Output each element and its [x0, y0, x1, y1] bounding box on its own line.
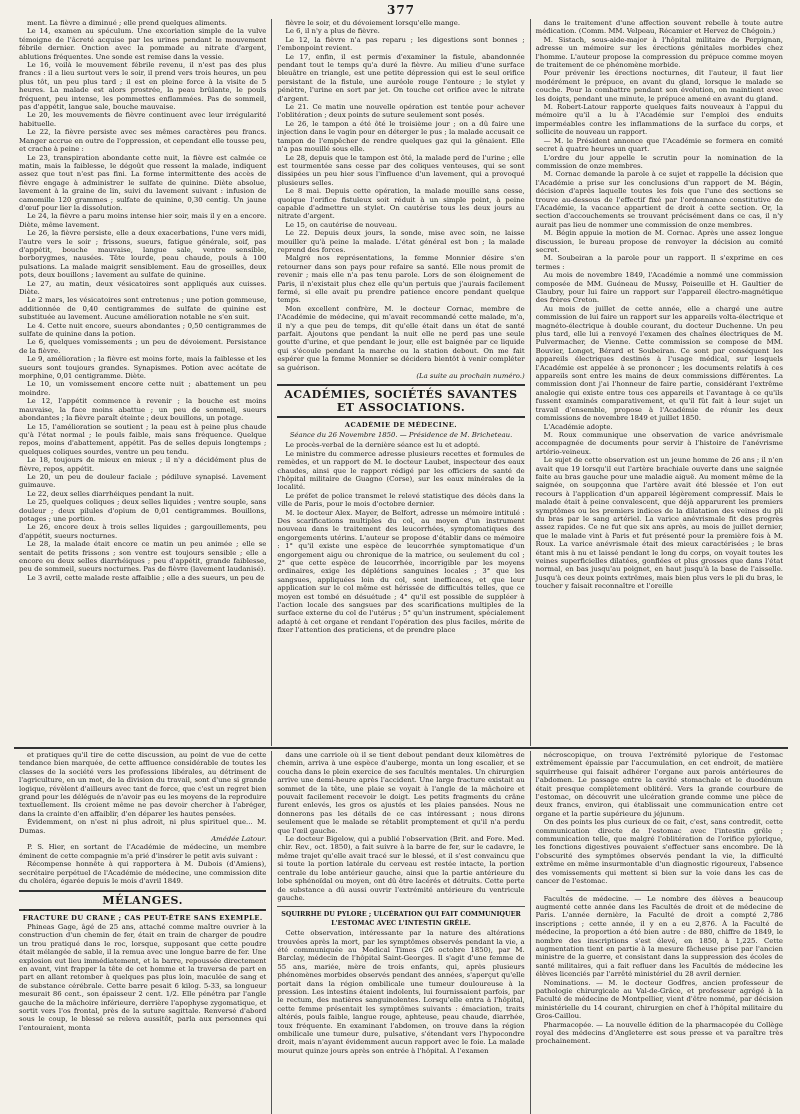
paragraph: Le ministre du commerce adresse plusieurs recettes et formules de remèdes, et un rapport de M. le docteur Laubet, inspecteur des eaux chaudes, ainsi que le rapport rédigé par les officiers de santé de l'hôpital militaire de Guagno (Corse), sur les eaux minérales de la localité. — [277, 449, 525, 492]
fracture-continued: dans une carriole où il se tient debout pendant deux kilomètres de chemin, arriva à une espèce d'auberge, monta un long escalier, et se coucha dans le plein exercice de ses facultés mentales. Un chirurgien arrive une demi-heure après l'accident. Une large fracture existait au sommet de la tête, une plaie se voyait à l'angle de la mâchoire et pouvait facilement recevoir le doigt. Les petits fragments du crâne furent enlevés, les gros os ajustés et les plaies pansées. Nous ne donnerons pas les détails de ce cas intéressant ; nous dirons seulement que le malade se rétablit promptement et qu'il n'a perdu que l'œil gauche. — [277, 751, 525, 835]
paragraph: Le 12, la fièvre n'a pas reparu ; les digestions sont bonnes ; l'embonpoint revient. — [277, 35, 525, 53]
bigelow-text: Le docteur Bigelow, qui a publié l'observation (Brit. and Fore. Med. chir. Rev., oct. 1850), a fait suivre à la barre de fer, sur le cadavre, le même trajet qu'elle avait tracé sur le blessé, et il s'est convaincu que si toute la portion latérale du cerveau est restée intacte, la portion centrale du lobe antérieur gauche, ainsi que la partie antérieure du lobe sphénoïdal ou moyen, ont dû être lacérés et détruits. Cette perte de substance a dû aussi ouvrir l'extrémité antérieure du ventricule gauche. — [277, 835, 525, 902]
paragraph: Au mois de novembre 1849, l'Académie a nommé une commission composée de MM. Guéneau de Mussy, Poiseuille et H. Gaultier de Claubry, pour lui faire un rapport sur l'appareil électro-magnétique des frères Creton. — [535, 271, 783, 305]
paragraph: Le 26, la fièvre persiste, elle a deux exacerbations, l'une vers midi, l'autre vers le soir ; frissons, sueurs, fatigue générale, soif, pas d'appétit, bouche mauvaise, langue sale, ventre sensible, borborygmes, nausées. Tête lourde, peau chaude, pouls à 100 pulsations. La malade maigrit sensiblement. Eau de groseilles, deux pots, deux bouillons ; lavement au sulfate de quinine. — [19, 229, 267, 280]
paragraph: Le 9, amélioration ; la fièvre est moins forte, mais la faiblesse et les sueurs sont toujours grandes. Synapismes. Potion avec acétate de morphine, 0,01 centigramme. Diète. — [19, 355, 267, 381]
paragraph: fièvre le soir, et du dévoiement lorsqu'elle mange. — [285, 19, 461, 27]
pharmacopee-text: Pharmacopée. — La nouvelle édition de la pharmacopée du Collège royal des médecins d'Angleterre est sous presse et va paraître très prochainement. — [535, 1020, 783, 1046]
session-line: Séance du 26 Novembre 1850. — Présidence de M. Bricheteau. — [289, 430, 513, 439]
paragraph: Le 20, un peu de douleur faciale ; pédiluve synapisé. Lavement guimauve. — [19, 472, 267, 490]
paragraph: Le 3 avril, cette malade reste affaiblie ; elle a des sueurs, un peu de — [27, 573, 265, 582]
paragraph: Le 18, toujours de mieux en mieux ; il n'y a décidément plus de fièvre, repos, appétit. — [19, 456, 267, 473]
paragraph: — M. le Président annonce que l'Académie se formera en comité secret à quatre heures un quart. — [535, 136, 783, 154]
fracture-title: FRACTURE DU CRANE ; CAS PEUT-ÊTRE SANS EXEMPLE. — [22, 913, 263, 922]
paragraph: Le 26, le tampon a été ôté le troisième jour ; on a dû faire une injection dans le vagin pour en déterger le pus ; la malade accusait ce tampon de l'empêcher de rendre quelques gaz qui la gênaient. Elle n'a pas mouillé sous elle. — [277, 119, 525, 154]
academy-title: ACADÉMIE DE MÉDECINE. — [344, 421, 458, 430]
bottom-band — [14, 751, 788, 1114]
paragraph: Le 15, l'amélioration se soutient ; la peau est à peine plus chaude qu'à l'état normal ; le pouls faible, mais sans fréquence. Quelque repos, moins d'abattement, appétit. Pas de selles depuis longtemps ; quelques coliques sourdes, ventre un peu tendu. — [19, 422, 267, 456]
paragraph: Le 17, enfin, il est permis d'examiner la fistule, abandonnée pendant tout le temps qu'a duré la fièvre. Au milieu d'une surface bleuâtre en triangle, est une petite dépression qui est le seul orifice persistant de la fistule, une auréole rouge l'entoure ; le stylet y pénètre, l'urine en sort par jet. On touche cet orifice avec le nitrate d'argent. — [277, 52, 525, 103]
paragraph: L'Académie adopte. — [543, 422, 613, 431]
paragraph: Le 28, depuis que le tampon est ôté, la malade perd de l'urine ; elle est tourmentée sans cesse par des coliques venteuses, qui se sont dissipées un peu hier sous l'influence d'un lavement, qui a provoqué plusieurs selles. — [277, 153, 525, 187]
paragraph: M. Sistach, sous-aide-major à l'hôpital militaire de Perpignan, adresse un mémoire sur les érections génitales morbides chez l'homme. L'auteur propose la compression du prépuce comme moyen de traitement de ce phénomène morbide. — [535, 35, 783, 70]
paragraph: Le 6, il n'y a plus de fièvre. — [285, 27, 380, 36]
paragraph: Le 27, au matin, deux vésicatoires sont appliqués aux cuisses. Diète. — [19, 279, 267, 296]
paragraph: Évidemment, on n'est ni plus adroit, ni plus spirituel que... M. Dumas. — [19, 818, 267, 835]
paragraph: Pour prévenir les érections nocturnes, dit l'auteur, il faut lier modérément le prépuce, en avant du gland, lorsque le malade se couche. Pour la combattre pendant son évolution, on maintient avec les doigts, pendant une minute, le prépuce amené en avant du gland. — [535, 69, 783, 103]
bottom-column-2 — [271, 751, 529, 1114]
paragraph: Le 2 mars, les vésicatoires sont entretenus ; une potion gommeuse, additionnée de 0,40 centigrammes de sulfate de quinine est substituée au lavement. Aucune amélioration notable ne s'en suit. — [19, 296, 267, 322]
paragraph: M. Robert-Latour rapporte quelques faits nouveaux à l'appui du mémoire qu'il a lu à l'Académie sur l'emploi des enduits imperméables contre les inflammations de la surface du corps, et sollicite de nouveau un rapport. — [535, 103, 783, 137]
paragraph: Au mois de juillet de cette année, elle a chargé une autre commission de lui faire un rapport sur les appareils volta-électrique et magnéto-électrique à double courant, du docteur Duchenne. Un peu plus tard, elle lui a renvoyé l'examen des chaînes électriques de M. Pulvermacher, de Vienne. Cette commission se compose de MM. Bouvier, Longet, Bérard et Soubeiran. Ce sont par conséquent les appareils électriques destinés à l'usage médical, sur lesquels l'Académie est appelée à se prononcer ; les documents relatifs à ces appareils sont entre les mains de deux commissions différentes. La commission dont j'ai l'honneur de faire partie, considérant l'extrême analogie qui existe entre tous ces appareils et l'avantage à ce qu'ils fussent examinés comparativement, et qu'il fût fait à leur sujet un travail d'ensemble, propose à l'Académie de réunir les deux commissions de novembre 1849 et juillet 1850. — [535, 304, 783, 423]
necroscopy-text: nécroscopique, on trouva l'extrémité pylorique de l'estomac extrêmement épaissie par l'accumulation, en cet endroit, de matière squirrheuse qui faisait adhérer l'organe aux parois antérieures de l'abdomen. Le passage entre la cavité stomachale et le duodénum était presque complètement oblitéré. Vers la grande courbure de l'estomac, on découvrit une ulcération grande comme une pièce de deux francs, environ, qui établissait une communication entre cet organe et la partie supérieure du jéjunum. — [535, 751, 783, 818]
paragraph: Mon excellent confrère, M. le docteur Cornac, membre de l'Académie de médecine, qui m'avait recommandé cette malade, m'a, il n'y a que peu de temps, dit qu'elle était dans un état de santé parfait. Ajoutons que pendant la nuit elle ne perd pas une seule goutte d'urine, et que pendant le jour, elle est baignée par ce liquide qui s'écoule pendant la marche ou la station debout. On me fait espérer que la femme Monnier se décidera bientôt à venir compléter sa guérison. — [277, 304, 525, 372]
notice: Récompense honnête à qui rapportera à M. Dubois (d'Amiens), secrétaire perpétuel de l'Académie de médecine, une commission dite du choléra, égarée depuis le mois d'avril 1849. — [19, 860, 267, 886]
paragraph: Le 22. Depuis deux jours, la sonde, mise avec soin, ne laisse mouiller qu'à peine la malade. L'état général est bon ; la malade reprend des forces. — [277, 229, 525, 254]
paragraph: Le sujet de cette observation est un jeune homme de 26 ans ; il n'en avait que 19 lorsqu'il eut l'artère brachiale ouverte dans une saignée faite au bras gauche pour une maladie aiguë. Au moment même de la saignée, on soupçonna que l'artère avait été blessée et l'on eut recours à l'application d'un appareil légèrement compressif. Mais le malade était à peine convalescent, que déjà apparurent les premiers symptômes ou les premiers indices de la dilatation des veines du pli du bras par le sang artériel. La varice anévrismale fit des progrès assez rapides. Ce ne fut que six ans après, au mois de juillet dernier, que le malade vint à Paris et fut présenté pour la première fois à M. Roux. La varice anévrismale était des mieux caractérisées ; le bras étant mis à nu et laissé pendant le long du corps, on voyait toutes les veines superficielles dilatées, gonflées et plus grosses que dans l'état normal, en bas jusqu'au poignet, en haut jusqu'à la base de l'aisselle. Jusqu'à ces deux points extrêmes, mais bien plus vers le pli du bras, le toucher y faisait reconnaître et l'oreille — [535, 456, 783, 591]
paragraph: Le 26, encore deux à trois selles liquides ; gargouillements, peu d'appétit, sueurs nocturnes. — [19, 523, 267, 540]
facultes-text: Facultés de médecine. — Le nombre des élèves a beaucoup augmenté cette année dans les Facultés de droit et de médecine de Paris. L'année dernière, la Faculté de droit a compté 2,786 inscriptions ; cette année, il y en a eu 2,876. À la Faculté de médecine, la proportion a été bien autre : de 880, chiffre de 1849, le nombre des inscriptions s'est élevé, en 1850, à 1,225. Cette augmentation tient en partie à la mesure fâcheuse prise par l'ancien ministre de la guerre, et consistant dans la suppression des écoles de santé militaires, qui a fait refluer dans les Facultés de médecine les élèves licenciés par l'arrêté ministériel du 28 avril dernier. — [535, 894, 783, 979]
paragraph: ment. La fièvre a diminué ; elle prend quelques aliments. — [27, 19, 227, 27]
paragraph: Le 16, voilà le mouvement fébrile revenu, il n'est pas des plus francs : il a lieu surtout vers le soir, il prend vers trois heures, un peu plus tôt, un peu plus tard ; il est en pleine force à la visite de 5 heures. La malade est alors prostrée, la peau brûlante, le pouls fréquent, peu intense, les pommettes enflammées. Pas de sommeil, pas d'appétit, langue sale, bouche mauvaise. — [19, 61, 267, 112]
bottom-column-3 — [530, 751, 788, 1114]
paragraph: Le 22, deux selles diarrhéiques pendant la nuit. — [27, 489, 194, 498]
paragraph: M. Bégin appuie la motion de M. Cornac. Après une assez longue discussion, le bureau propose de renvoyer la décision au comité secret. — [535, 229, 783, 254]
paragraph: Le 12, l'appétit commence à revenir ; la bouche est moins mauvaise, la face moins abattue ; un peu de sommeil, sueurs abondantes ; la fièvre paraît éteinte ; deux bouillons, un potage. — [19, 397, 267, 423]
paragraph: M. le docteur Alex. Mayer, de Belfort, adresse un mémoire intitulé : Des scarifications multiples du col, au moyen d'un instrument nouveau dans le traitement des leucorrhées, symptomatiques des engorgements utérins. L'auteur se propose d'établir dans ce mémoire : 1° qu'il existe une espèce de leucorrhée symptomatique d'un engorgement aigu ou chronique de la matrice, ou seulement du col ; 2° que cette espèce de leucorrhée, incorrigible par les moyens ordinaires, exige les déplétions sanguines locales ; 3° que les sangsues, appliquées loin du col, sont inefficaces, et que leur application sur le col même est hérissée de difficultés telles, que ce moyen est tombé en désuétude ; 4° qu'il est possible de suppléer à l'action locale des sangsues par des scarifications multiples de la surface externe du col de l'utérus ; 5° qu'un instrument, spécialement adapté à cet organe et rendant l'opération des plus faciles, mérite de fixer l'attention des praticiens, et de prendre place — [277, 508, 525, 635]
paragraph: M. Soubeiran a la parole pour un rapport. Il s'exprime en ces termes : — [535, 254, 783, 271]
page-number: 377 — [386, 3, 416, 17]
top-column-2 — [271, 19, 529, 746]
paragraph: Le 24, la fièvre a paru moins intense hier soir, mais il y en a encore. Diète, même lavement. — [19, 212, 267, 229]
paragraph: Le 15, on cautérise de nouveau. — [285, 220, 398, 229]
paragraph: M. Cornac demande la parole à ce sujet et rappelle la décision que l'Académie a prise sur les conclusions d'un rapport de M. Bégin, décision d'après laquelle toutes les fois que l'une des sections se trouve au-dessous de l'effectif fixé par l'ordonnance constitutive de l'Académie, la vacance appartient de droit à cette section. Or, la section d'accouchements se trouvant précisément dans ce cas, il n'y aurait pas lieu de nommer une commission de onze membres. — [535, 170, 783, 229]
paragraph: Le 14, examen au spéculum. Une excoriation simple de la vulve témoigne de l'âcreté acquise par les urines pendant le mouvement fébrile dernier. Onction avec la pommade au nitrate d'argent, ablutions fréquentes. Une sonde est remise dans la vessie. — [19, 27, 267, 61]
commentary-text: On des points les plus curieux de ce fait, c'est, sans contredit, cette communication directe de l'estomac avec l'intestin grêle ; communication telle, que malgré l'oblitération de l'orifice pylorique, les fonctions digestives pouvaient s'effectuer sans encombre. De là l'obscurité des symptômes observés pendant la vie, la difficulté extrême en même insurmontable d'un diagnostic rigoureux, l'absence des vomissements qui mettent si bien sur la voie dans les cas de cancer de l'estomac. — [535, 818, 783, 886]
paragraph: Le 28, la malade était encore ce matin un peu animée ; elle se sentait de petits frissons ; son ventre est toujours sensible ; elle a encore eu deux selles diarrhéiques ; peu d'appétit, grande faiblesse, peu de sommeil, sueurs nocturnes. Pas de fièvre (lavement laudanisé). — [19, 540, 267, 574]
paragraph: Le 4. Cette nuit encore, sueurs abondantes ; 0,50 centigrammes de sulfate de quinine dans la potion. — [19, 321, 267, 339]
fracture-text: Phineas Gage, âgé de 25 ans, attaché comme maître ouvrier à la construction d'un chemin de fer, était en train de charger de poudre un trou pratiqué dans le roc, lorsque, supposant que cette poudre était mélangée de sable, il la remua avec une longue barre de fer. Une explosion eut lieu immédiatement, et la barre, repoussée directement en avant, vint frapper la tête de cet homme et la traversa de part en part en allant retomber à quelques pas plus loin, maculée de sang et de substance cérébrale. Cette barre pesait 6 kilog. 5-33, sa longueur mesurait 86 cent., son épaisseur 2 cent. 1/2. Elle pénétra par l'angle gauche de la mâchoire inférieure, derrière l'apophyse zygomatique, et sortit vers l'os frontal, près de la suture sagittale. Renversé d'abord sous le coup, le blessé se releva aussitôt, parla aux personnes qui l'entouraient, monta — [19, 922, 267, 1032]
paragraph: Le 20, les mouvements de fièvre continuent avec leur irrégularité habituelle. — [19, 111, 267, 128]
paragraph: dans le traitement d'une affection souvent rebelle à toute autre médication. (Comm. MM. Velpeau, Récamier et Hervez de Chégoin.) — [535, 19, 783, 36]
section-title: ACADÉMIES, SOCIÉTÉS SAVANTES ET ASSOCIATIONS. — [277, 384, 524, 418]
bottom-column-1 — [14, 751, 271, 1114]
paragraph: Le procès-verbal de la dernière séance est lu et adopté. — [285, 441, 481, 450]
paragraph: L'ordre du jour appelle le scrutin pour la nomination de la commission de onze membres. — [535, 153, 783, 170]
nominations-text: Nominations. — M. le docteur Godfres, ancien professeur de pathologie chirurgicale au Val-de-Grâce, et professeur agrégé à la Faculté de médecine de Montpellier, vient d'être nommé, par décision ministérielle du 14 courant, chirurgien en chef à l'hôpital militaire du Gros-Caillou. — [535, 978, 783, 1021]
separator — [566, 890, 753, 891]
paragraph: Le 10, un vomissement encore cette nuit ; abattement un peu moindre. — [19, 380, 267, 397]
paragraph: Le 23, transpiration abondante cette nuit, la fièvre est calmée ce matin, mais la faiblesse, le dégoût que ressent la malade, indiquent assez que tout n'est pas fini. La forme intermittente des accès de fièvre engage à administrer le sulfate de quinine. Diète absolue, lavement à la graine de lin, suivi du lavement suivant : infusion de camomille 120 grammes ; sulfate de quinine, 0,30 centig. Un jaune d'œuf pour lier la dissolution. — [19, 153, 267, 212]
squirrhe-title: SQUIRRHE DU PYLORE ; ULCÉRATION QUI FAIT COMMUNIQUER L'ESTOMAC AVEC L'INTESTIN GRÊLE. — [277, 906, 524, 927]
melanges-title: MÉLANGES. — [19, 890, 266, 911]
paragraph: Malgré nos représentations, la femme Monnier désire s'en retourner dans son pays pour refaire sa santé. Elle nous promit de revenir ; mais elle n'a pas tenu parole. Lors de son éloignement de Paris, il n'existait plus chez elle qu'un pertuis que j'aurais facilement fermé, si elle avait pu prendre patience encore pendant quelque temps. — [277, 254, 525, 305]
paragraph: et pratiques qu'il tire de cette discussion, au point de vue de cette tendance bien marquée, de cette affluence considérable de toutes les classes de la société vers les professions libérales, au détriment de l'agriculture, en un mot, de la division du travail, sont d'une si grande logique, révèlent d'ailleurs avec tant de force, que c'est un regret bien grand pour les délégués de n'avoir pas eu les moyens de la reproduire textuellement. Ils croient même ne pas devoir chercher à l'abréger, dans la crainte d'en affaiblir, d'en déparer les hautes pensées. — [19, 751, 267, 818]
paragraph: Le 22, la fièvre persiste avec ses mêmes caractères peu francs. Manger accrue en outre de l'oppression, et cependant elle tousse peu, et crache à peine : — [19, 128, 267, 154]
paragraph: Le 6, quelques vomissements ; un peu de dévoiement. Persistance de la fièvre. — [19, 338, 267, 355]
paragraph: Le préfet de police transmet le relevé statistique des décès dans la ville de Paris, pour le mois d'octobre dernier. — [277, 491, 525, 509]
band-divider — [14, 747, 788, 749]
squirrhe-text: Cette observation, intéressante par la nature des altérations trouvées après la mort, par les symptômes observés pendant la vie, a été communiquée au Medical Times (26 octobre 1850), par M. Barclay, médecin de l'hôpital Saint-Georges. Il s'agit d'une femme de 55 ans, mariée, mère de trois enfants, qui, après plusieurs phénomènes morbides observés pendant des années, s'aperçut qu'elle portait dans la région ombilicale une tumeur douloureuse à la pression. Les intestins étaient indolents, lui fournissaient parfois, par le rectum, des matières sanguinolentes. Lorsqu'elle entra à l'hôpital, cette femme présentait les symptômes suivants : émaciation, traits altérés, pouls faible, langue rouge, aphteuse, peau chaude, diarrhée, toux fréquente. En examinant l'abdomen, on trouve dans la région ombilicale une tumeur dure, pulsative, s'étendant vers l'hypocondre droit, mais n'ayant évidemment aucun rapport avec le foie. La malade mourut quinze jours après son entrée à l'hôpital. À l'examen — [277, 929, 525, 1055]
postscript: P. S. Hier, en sortant de l'Académie de médecine, un membre éminent de cette compagnie m'a prié d'insérer le petit avis suivant : — [19, 843, 267, 860]
signature: Amédée Latour. — [211, 835, 267, 844]
paragraph: Le 25, quelques coliques ; deux selles liquides ; ventre souple, sans douleur ; deux pilules d'opium de 0,01 centigrammes. Bouillons, potages ; une portion. — [19, 498, 267, 523]
paragraph: Le 21. Ce matin une nouvelle opération est tentée pour achever l'oblitération ; deux points de suture seulement sont posés. — [277, 103, 525, 120]
paragraph: M. Roux communique une observation de varice anévrismale accompagnée de documents pour servir à l'histoire de l'anévrisme artério-veineux. — [535, 430, 783, 456]
paragraph: Le 8 mai. Depuis cette opération, la malade mouille sans cesse, quoique l'orifice fistuleux soit réduit à un simple point, à peine capable d'admettre un stylet. On cautérise tous les deux jours au nitrate d'argent. — [277, 187, 525, 221]
top-band — [14, 19, 788, 746]
top-column-3 — [530, 19, 788, 746]
continued-note: (La suite au prochain numéro.) — [416, 372, 525, 381]
top-column-1 — [14, 19, 271, 746]
